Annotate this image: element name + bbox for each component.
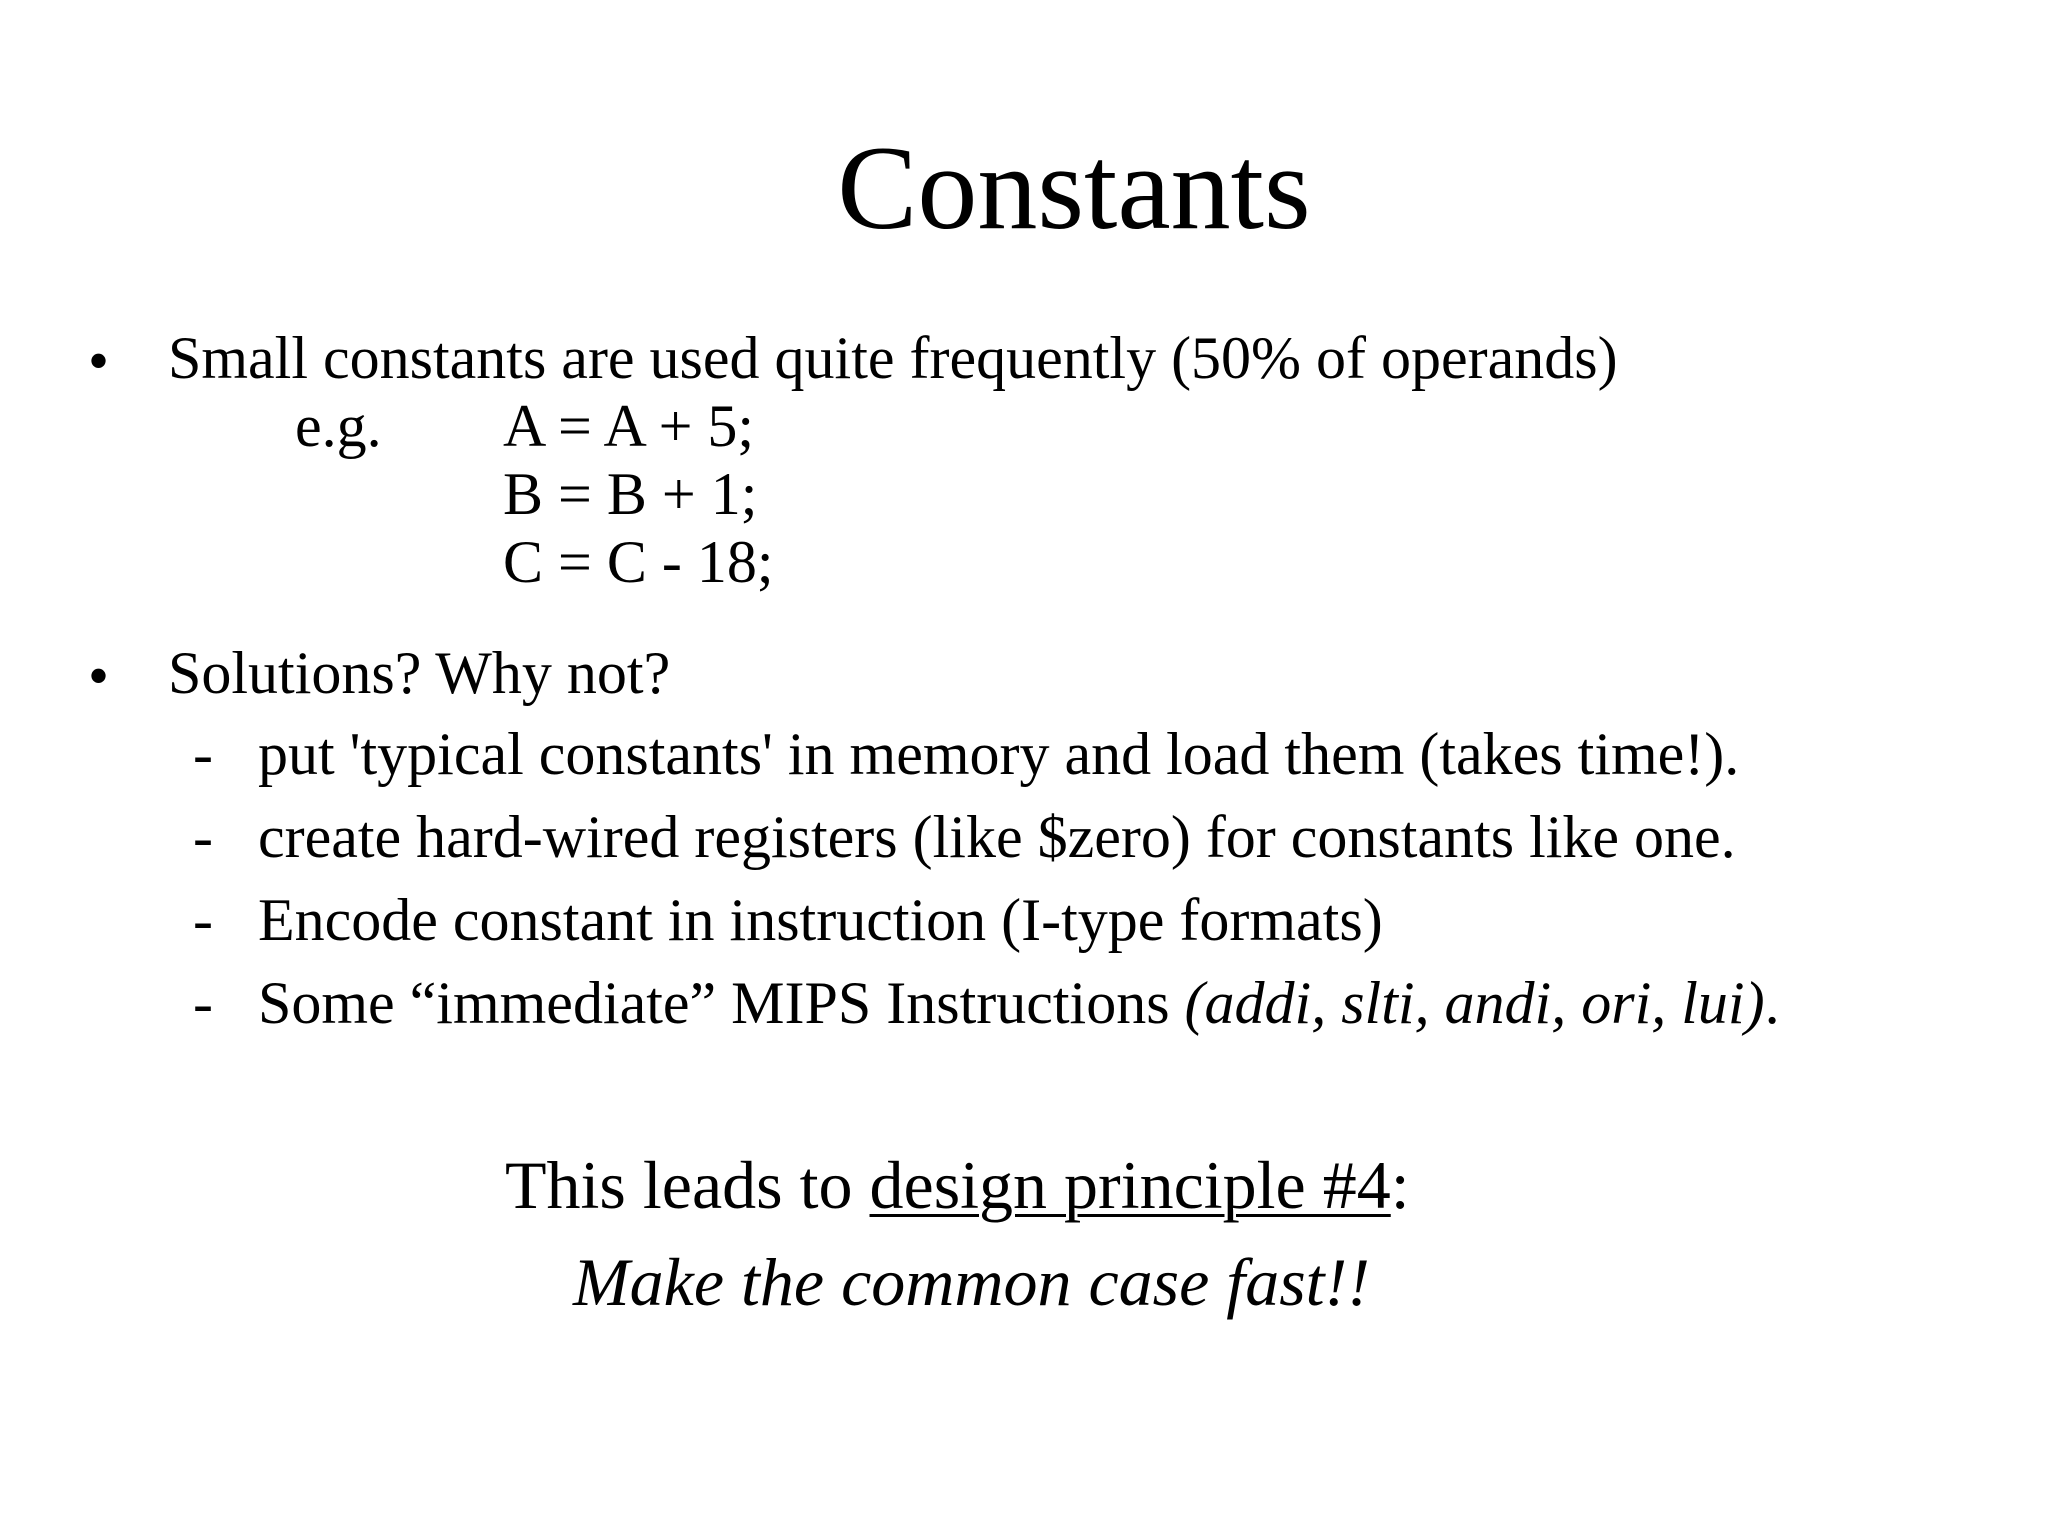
code-line-2: B = B + 1; [503, 461, 758, 527]
principle-motto: Make the common case fast!! [573, 1244, 1370, 1320]
principle-prefix: This leads to [505, 1147, 870, 1223]
dash-2: - [193, 804, 213, 870]
subitem-4-text: Some “immediate” MIPS Instructions [258, 970, 1185, 1036]
principle-line [505, 1145, 1410, 1225]
code-line-1: A = A + 5; [503, 393, 755, 459]
dash-4: - [193, 970, 213, 1036]
subitem-2: create hard-wired registers (like $zero) for constants like one. [258, 804, 1736, 870]
subitem-1: put 'typical constants' in memory and load them (takes time!). [258, 721, 1740, 787]
principle-suffix: : [1390, 1147, 1410, 1223]
subitem-4-tail: . [1764, 970, 1780, 1036]
subitem-4-instructions: (addi, slti, andi, ori, lui) [1184, 970, 1765, 1036]
dash-1: - [193, 721, 213, 787]
design-principle-link: design principle #4 [869, 1147, 1391, 1223]
bullet-2-text: Solutions? Why not? [168, 640, 671, 706]
bullet-marker-2: • [88, 643, 110, 709]
code-line-3: C = C - 18; [503, 529, 774, 595]
slide-title: Constants [837, 121, 1311, 254]
bullet-1-text: Small constants are used quite frequently (50% of operands) [168, 325, 1618, 391]
dash-3: - [193, 887, 213, 953]
subitem-4 [258, 967, 1780, 1039]
example-label: e.g. [295, 393, 382, 459]
bullet-marker-1: • [88, 328, 110, 394]
subitem-3: Encode constant in instruction (I-type formats) [258, 887, 1383, 953]
